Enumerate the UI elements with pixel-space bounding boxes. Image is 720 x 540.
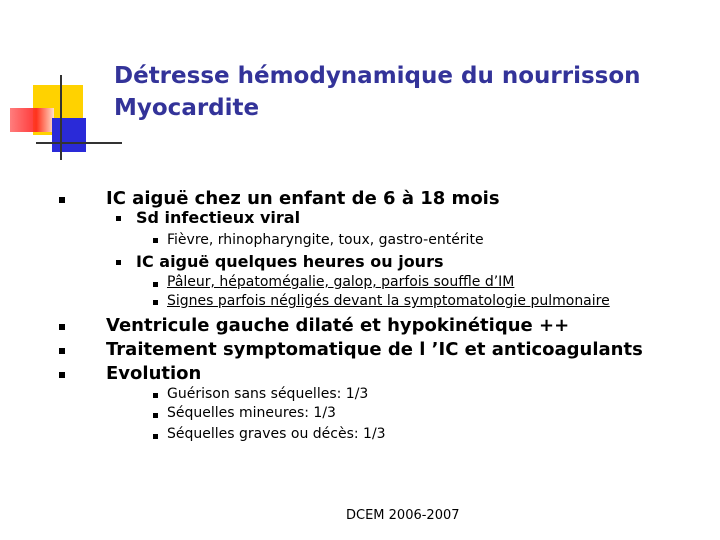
title-line-1: Détresse hémodynamique du nourrisson	[114, 63, 641, 89]
sub-bullet-icon	[116, 216, 121, 221]
bullet-traitement: Traitement symptomatique de l ’IC et anticoagulants	[106, 339, 643, 360]
item-signes-negliges: Signes parfois négligés devant la symptomatologie pulmonaire	[167, 293, 610, 309]
sub-sub-bullet-icon	[153, 300, 158, 305]
title-line-2: Myocardite	[114, 95, 260, 121]
bullet-icon	[59, 324, 65, 330]
logo-blue-square	[52, 118, 86, 152]
bullet-evolution: Evolution	[106, 363, 202, 384]
sub-sub-bullet-icon	[153, 238, 158, 243]
bullet-ventricule: Ventricule gauche dilaté et hypokinétique ++	[106, 315, 570, 336]
sub-bullet-icon	[116, 260, 121, 265]
sub-sub-bullet-icon	[153, 434, 158, 439]
footer-text: DCEM 2006-2007	[346, 508, 460, 523]
logo-horizontal-line	[36, 142, 122, 144]
sub-bullet-ic-aigue-heures: IC aiguë quelques heures ou jours	[136, 252, 444, 271]
sub-sub-bullet-icon	[153, 393, 158, 398]
bullet-icon	[59, 197, 65, 203]
sub-sub-bullet-icon	[153, 282, 158, 287]
item-paleur: Pâleur, hépatomégalie, galop, parfois souffle d’IM	[167, 274, 515, 290]
sub-bullet-sd-infectieux: Sd infectieux viral	[136, 208, 301, 227]
bullet-icon	[59, 372, 65, 378]
item-fievre: Fièvre, rhinopharyngite, toux, gastro-entérite	[167, 232, 484, 248]
item-sequelles-mineures: Séquelles mineures: 1/3	[167, 405, 336, 421]
bullet-icon	[59, 348, 65, 354]
slide-title	[114, 60, 641, 124]
bullet-ic-aigue: IC aiguë chez un enfant de 6 à 18 mois	[106, 188, 500, 209]
item-sequelles-graves: Séquelles graves ou décès: 1/3	[167, 426, 386, 442]
item-guerison: Guérison sans séquelles: 1/3	[167, 386, 369, 402]
sub-sub-bullet-icon	[153, 413, 158, 418]
logo-vertical-line	[60, 75, 62, 160]
logo-red-bar	[10, 108, 54, 132]
